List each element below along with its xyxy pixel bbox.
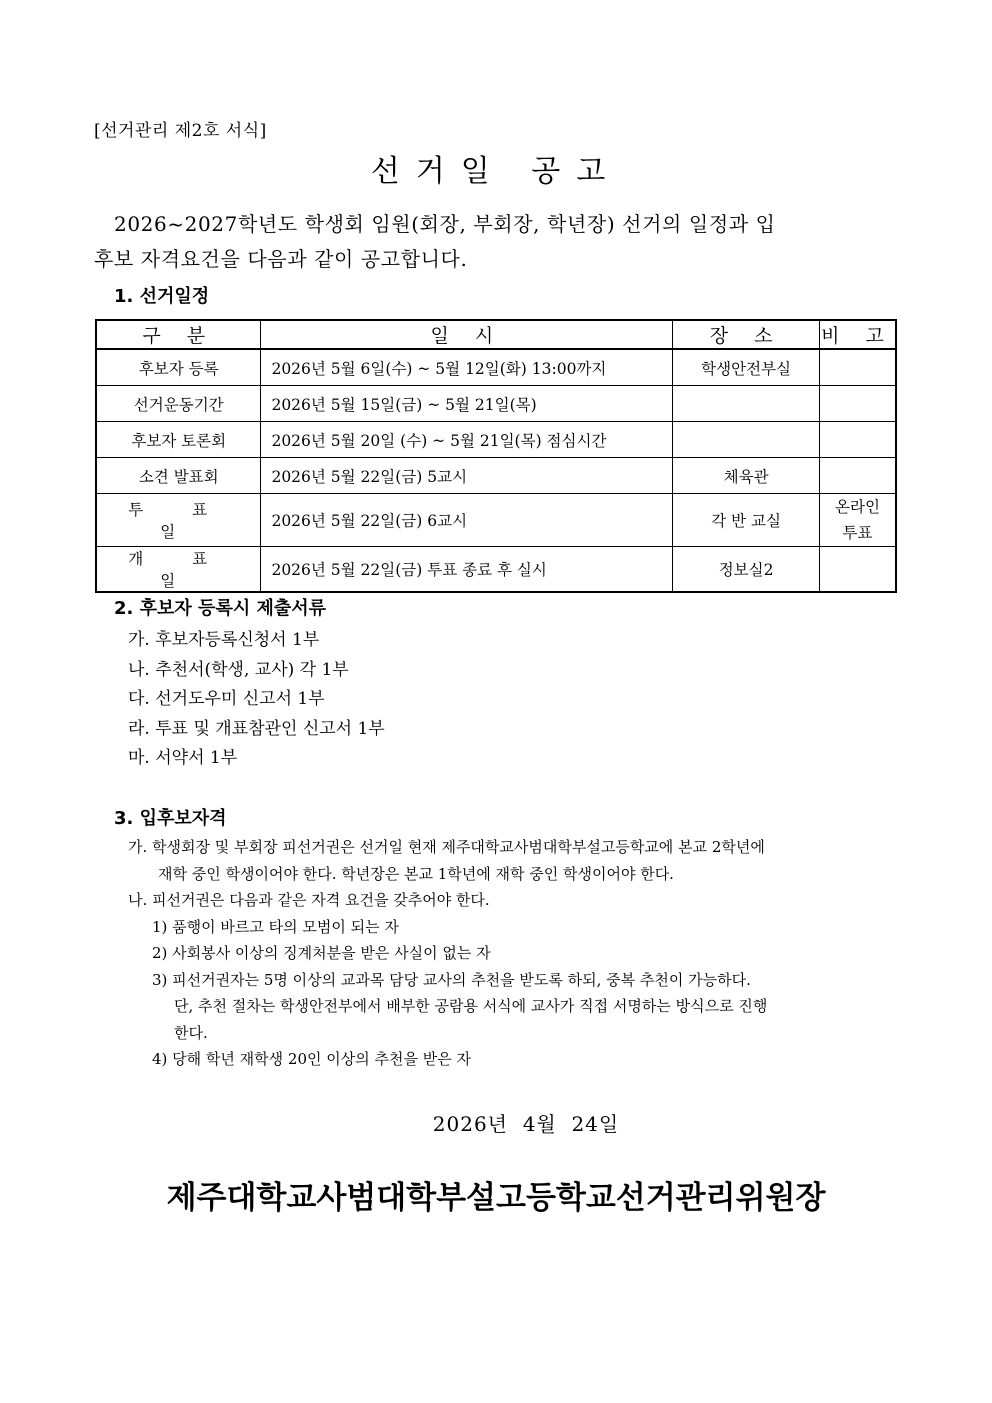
sub-item: 1) 품행이 바르고 타의 모범이 되는 자 (152, 917, 399, 936)
header-note: 비 고 (819, 320, 896, 349)
row-note: 온라인 투표 (819, 494, 896, 547)
table-row (96, 458, 896, 494)
row-category: 선거운동기간 (96, 386, 261, 422)
intro-line-2: 후보 자격요건을 다음과 같이 공고합니다. (94, 247, 468, 271)
list-item: 라. 투표 및 개표참관인 신고서 1부 (128, 718, 385, 739)
sub-item: 2) 사회봉사 이상의 징계처분을 받은 사실이 없는 자 (152, 944, 491, 962)
row-category: 후보자 등록 (96, 349, 261, 386)
intro-line-1: 2026~2027학년도 학생회 임원(회장, 부회장, 학년장) 선거의 일정과 입 (114, 212, 776, 236)
row-datetime: 2026년 5월 22일(금) 투표 종료 후 실시 (261, 547, 673, 593)
section-1-heading: 1. 선거일정 (114, 286, 210, 307)
page-title: 선거일 공고 (370, 154, 622, 189)
list-item: 나. 피선거권은 다음과 같은 자격 요건을 갖추어야 한다. (128, 891, 490, 909)
announcement-date: 2026년 4월 24일 (432, 1112, 620, 1136)
row-category: 소견 발표회 (96, 458, 261, 494)
sub-item-continuation: 단, 추천 절차는 학생안전부에서 배부한 공람용 서식에 교사가 직접 서명하는 방식으로 진행 (174, 997, 768, 1015)
table-row (96, 494, 896, 547)
list-item-continuation: 재학 중인 학생이어야 한다. 학년장은 본교 1학년에 재학 중인 학생이어야 한다. (158, 864, 674, 883)
intro-paragraph (94, 207, 900, 277)
schedule-table (95, 319, 897, 593)
row-datetime: 2026년 5월 20일 (수) ~ 5월 21일(목) 점심시간 (261, 422, 673, 458)
table-row (96, 349, 896, 386)
schedule-header-row (96, 320, 896, 349)
row-datetime: 2026년 5월 22일(금) 5교시 (261, 458, 673, 494)
row-category: 투 표 일 (96, 494, 261, 547)
sub-item: 3) 피선거권자는 5명 이상의 교과목 담당 교사의 추천을 받도록 하되, 중복 추천이 가능하다. (152, 970, 751, 989)
list-item: 다. 선거도우미 신고서 1부 (128, 689, 325, 709)
header-category: 구 분 (96, 320, 261, 349)
table-row (96, 386, 896, 422)
committee-signature: 제주대학교사범대학부설고등학교선거관리위원장 (166, 1180, 826, 1216)
row-place (673, 422, 820, 458)
row-note (819, 547, 896, 593)
list-item: 마. 서약서 1부 (128, 748, 238, 768)
row-note (819, 458, 896, 494)
table-row (96, 422, 896, 458)
list-item: 가. 학생회장 및 부회장 피선거권은 선거일 현재 제주대학교사범대학부설고등학교에 본교 2학년에 (128, 838, 765, 856)
row-note (819, 349, 896, 386)
row-place: 각 반 교실 (673, 494, 820, 547)
sub-item-continuation: 한다. (174, 1023, 208, 1042)
section-3-heading: 3. 입후보자격 (114, 808, 227, 829)
section-2-heading: 2. 후보자 등록시 제출서류 (114, 598, 327, 619)
row-category: 후보자 토론회 (96, 422, 261, 458)
list-item: 가. 후보자등록신청서 1부 (128, 630, 320, 650)
row-datetime: 2026년 5월 22일(금) 6교시 (261, 494, 673, 547)
row-place: 정보실2 (673, 547, 820, 593)
table-row (96, 547, 896, 593)
row-place: 체육관 (673, 458, 820, 494)
row-datetime: 2026년 5월 6일(수) ~ 5월 12일(화) 13:00까지 (261, 349, 673, 386)
header-place: 장 소 (673, 320, 820, 349)
row-note (819, 386, 896, 422)
list-item: 나. 추천서(학생, 교사) 각 1부 (128, 659, 349, 680)
qualifications-list (114, 834, 898, 1073)
row-note (819, 422, 896, 458)
row-place: 학생안전부실 (673, 349, 820, 386)
row-category: 개 표 일 (96, 547, 261, 593)
header-datetime: 일 시 (261, 320, 673, 349)
form-label: [선거관리 제2호 서식] (94, 121, 267, 141)
row-datetime: 2026년 5월 15일(금) ~ 5월 21일(목) (261, 386, 673, 422)
row-place (673, 386, 820, 422)
documents-list (128, 626, 385, 774)
sub-item: 4) 당해 학년 재학생 20인 이상의 추천을 받은 자 (152, 1050, 471, 1068)
